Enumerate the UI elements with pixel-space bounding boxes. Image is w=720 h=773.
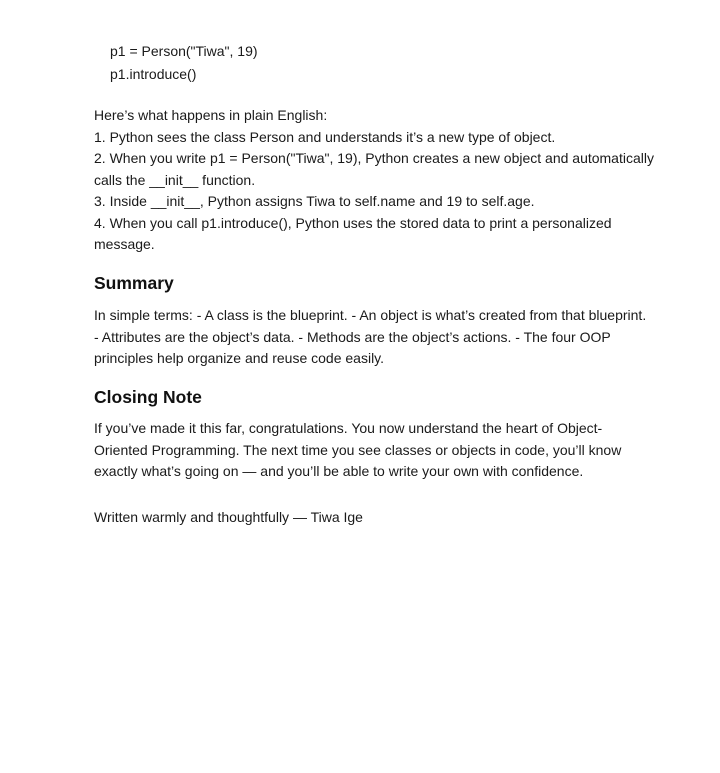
explanation-step-1: 1. Python sees the class Person and understands it’s a new type of object.: [94, 128, 556, 145]
explanation-step-3: 3. Inside __init__, Python assigns Tiwa to self.name and 19 to self.age.: [94, 193, 535, 209]
closing-note-heading: Closing Note: [94, 387, 202, 407]
closing-note-paragraph: If you’ve made it this far, congratulations. You now understand the heart of Object-Oriented Programming. The next time you see classes or objects in code, you’ll know exactly what’s going on — and you’ll be able to write your own with confidence.: [94, 420, 622, 479]
author-signature-line: Written warmly and thoughtfully — Tiwa Ige: [94, 509, 363, 525]
code-line-introduce-call: p1.introduce(): [110, 66, 197, 82]
summary-paragraph: In simple terms: - A class is the blueprint. - An object is what’s created from that blueprint. - Attributes are the object’s data. - Methods are the object’s actions. - The four OOP principles help organize and reuse code easily.: [94, 307, 647, 366]
code-snippet: [110, 40, 258, 86]
explanation-section: [94, 105, 654, 256]
summary-heading: Summary: [94, 273, 174, 293]
code-line-instantiate: p1 = Person("Tiwa", 19): [110, 43, 258, 59]
explanation-step-2: 2. When you write p1 = Person("Tiwa", 19), Python creates a new object and automatically calls the __init__ function.: [94, 150, 654, 188]
explanation-step-4: 4. When you call p1.introduce(), Python uses the stored data to print a personalized message.: [94, 214, 612, 252]
explanation-intro: Here’s what happens in plain English:: [94, 107, 328, 123]
